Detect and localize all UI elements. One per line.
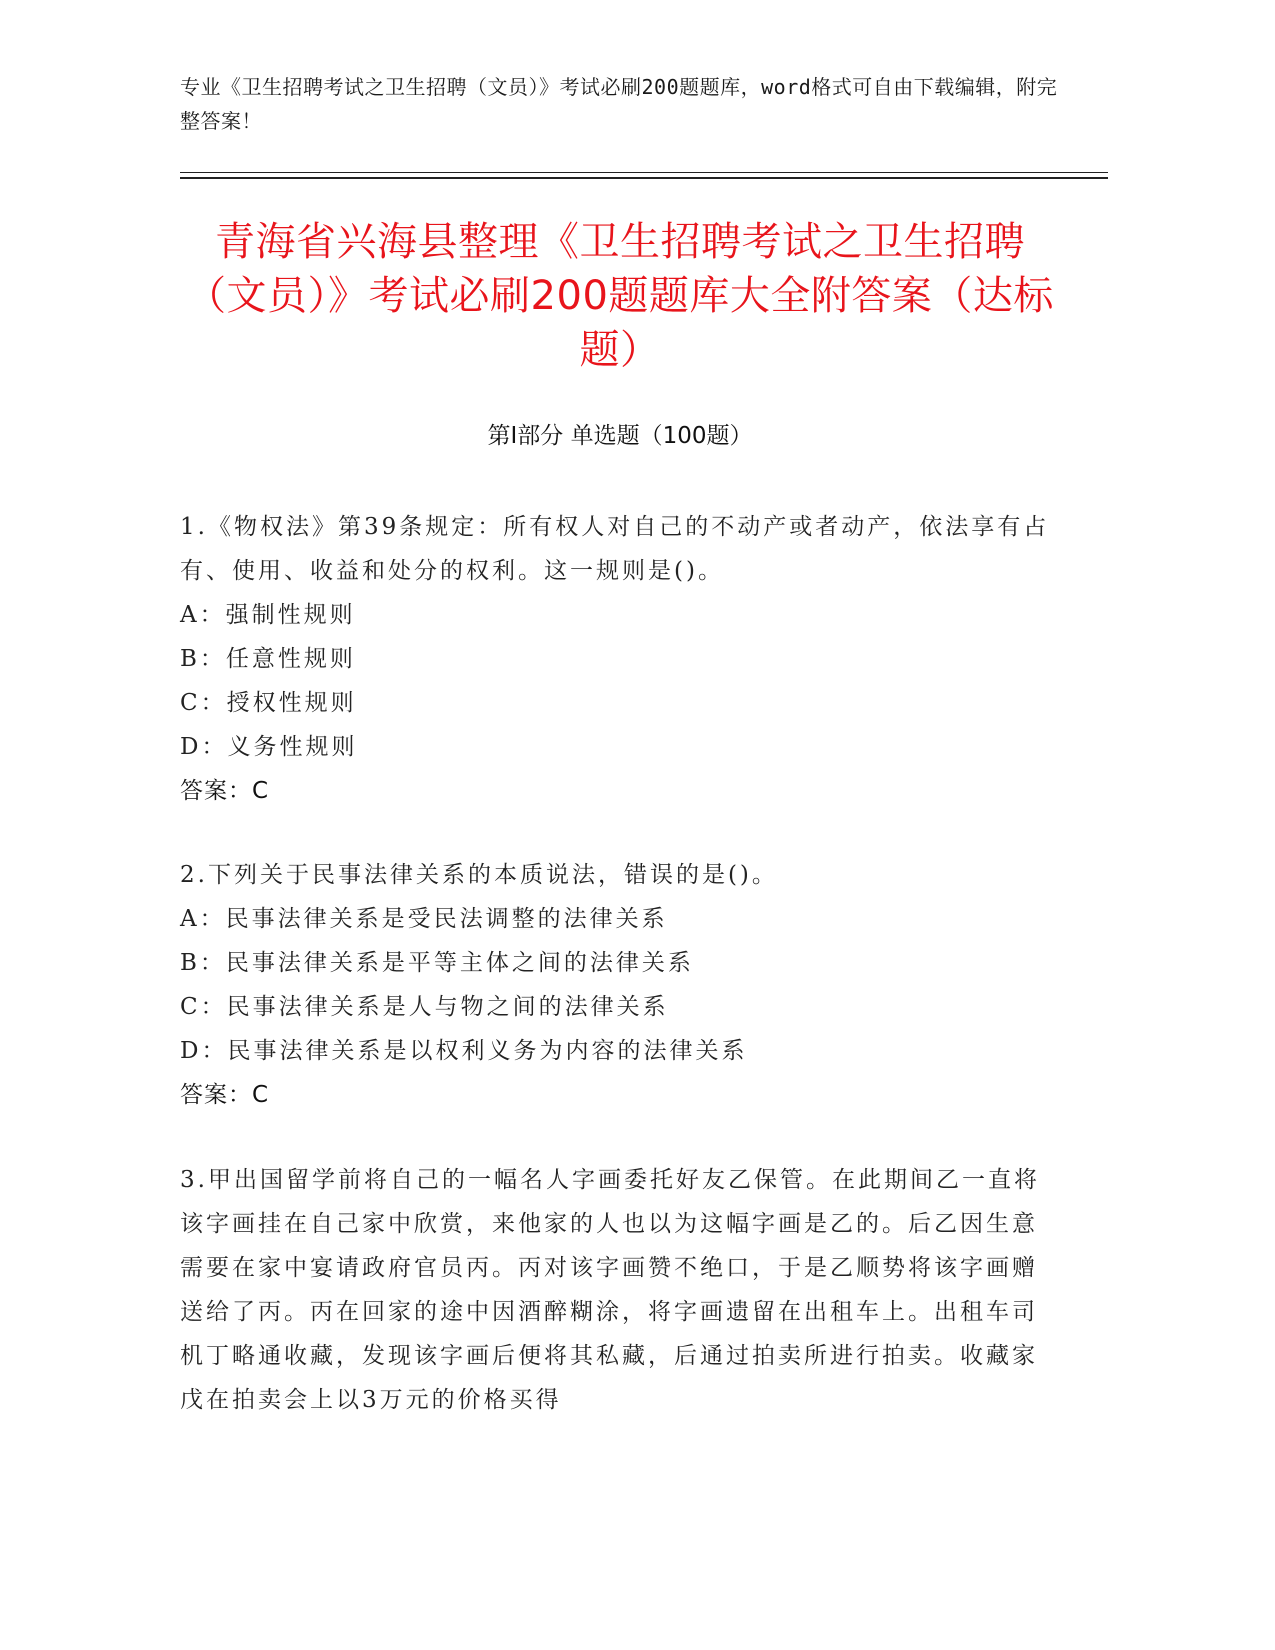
option-b: B：任意性规则: [180, 646, 356, 672]
answer: 答案：C: [180, 778, 270, 804]
option-c: C：授权性规则: [180, 690, 357, 716]
document-title: 青海省兴海县整理《卫生招聘考试之卫生招聘（文员）》考试必刷200题题库大全附答案（达标题）: [186, 219, 1054, 373]
header-note: 专业《卫生招聘考试之卫生招聘（文员）》考试必刷200题题库，word格式可自由下载编辑，附完整答案！: [180, 75, 1058, 133]
option-a: A：民事法律关系是受民法调整的法律关系: [180, 906, 668, 932]
section-title: 第Ⅰ部分 单选题（100题）: [487, 423, 753, 449]
question-stem: 1.《物权法》第39条规定：所有权人对自己的不动产或者动产，依法享有占有、使用、收益和处分的权利。这一规则是()。: [180, 514, 1050, 584]
question-1: [180, 505, 1050, 813]
answer: 答案：C: [180, 1082, 270, 1108]
header-divider-thick: [180, 177, 1108, 179]
option-d: D：民事法律关系是以权利义务为内容的法律关系: [180, 1038, 748, 1064]
question-3: [180, 1158, 1050, 1422]
option-c: C：民事法律关系是人与物之间的法律关系: [180, 994, 669, 1020]
option-a: A：强制性规则: [180, 602, 356, 628]
question-2: [180, 853, 1050, 1117]
option-b: B：民事法律关系是平等主体之间的法律关系: [180, 950, 694, 976]
option-d: D：义务性规则: [180, 734, 358, 760]
question-stem: 2.下列关于民事法律关系的本质说法，错误的是()。: [180, 862, 778, 888]
question-stem: 3.甲出国留学前将自己的一幅名人字画委托好友乙保管。在此期间乙一直将该字画挂在自己家中欣赏，来他家的人也以为这幅字画是乙的。后乙因生意需要在家中宴请政府官员丙。丙对该字画赞不绝口，于是乙顺势将该字画赠送给了丙。丙在回家的途中因酒醉糊涂，将字画遗留在出租车上。出租车司机丁略通收藏，发现该字画后便将其私藏，后通过拍卖所进行拍卖。收藏家戊在拍卖会上以3万元的价格买得: [180, 1167, 1040, 1413]
header-divider-thin: [180, 172, 1108, 173]
